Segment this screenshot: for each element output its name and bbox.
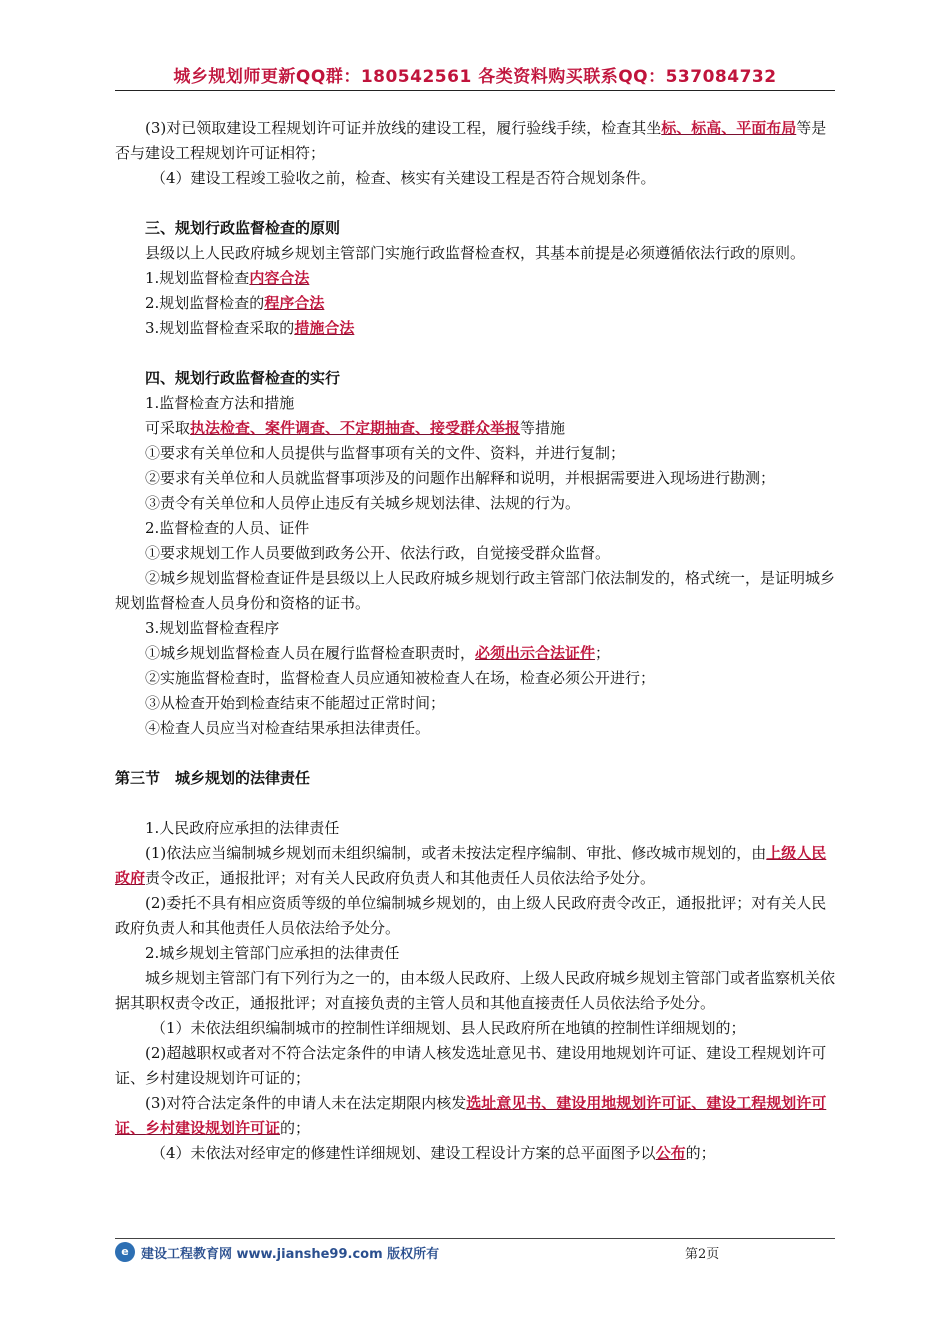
highlight: 措施合法 xyxy=(294,319,355,337)
list-item: ②要求有关单位和人员就监督事项涉及的问题作出解释和说明，并根据需要进入现场进行勘测； xyxy=(145,469,776,487)
list-item: 1.规划监督检查内容合法 xyxy=(145,269,310,287)
highlight: 上级人民政府 xyxy=(115,844,827,887)
list-item: ①要求有关单位和人员提供与监督事项有关的文件、资料，并进行复制； xyxy=(145,444,626,462)
list-item: ③从检查开始到检查结束不能超过正常时间； xyxy=(145,694,446,712)
page-number: 第2页 xyxy=(685,1247,720,1262)
section-title: 三、规划行政监督检查的原则 xyxy=(145,219,341,237)
header-text: 城乡规划师更新QQ群：180542561 各类资料购买联系QQ：537084732 xyxy=(173,67,777,87)
paragraph: 城乡规划主管部门有下列行为之一的，由本级人民政府、上级人民政府城乡规划主管部门或者监察机关依据其职权责令改正，通报批评；对直接负责的主管人员和其他直接责任人员依法给予处分。 xyxy=(115,969,836,1012)
highlight: 内容合法 xyxy=(249,269,310,287)
list-item: ③责令有关单位和人员停止违反有关城乡规划法律、法规的行为。 xyxy=(145,494,581,512)
list-item: （1）未依法组织编制城市的控制性详细规划、县人民政府所在地镇的控制性详细规划的； xyxy=(151,1019,746,1037)
list-item: （4）未依法对经审定的修建性详细规划、建设工程设计方案的总平面图予以公布的； xyxy=(151,1144,716,1162)
list-item: (2)超越职权或者对不符合法定条件的申请人核发选址意见书、建设用地规划许可证、建设工程规划许可证、乡村建设规划许可证的； xyxy=(115,1044,827,1087)
list-item: ①要求规划工作人员要做到政务公开、依法行政，自觉接受群众监督。 xyxy=(145,544,611,562)
paragraph: （4）建设工程竣工验收之前，检查、核实有关建设工程是否符合规划条件。 xyxy=(151,169,656,187)
list-item: (3)对符合法定条件的申请人未在法定期限内核发选址意见书、建设用地规划许可证、建设工程规划许可证、乡村建设规划许可证的； xyxy=(115,1094,827,1137)
highlight: 程序合法 xyxy=(264,294,325,312)
list-item: 1.人民政府应承担的法律责任 xyxy=(145,819,340,837)
page-header xyxy=(115,62,835,91)
paragraph: (3)对已领取建设工程规划许可证并放线的建设工程，履行验线手续，检查其坐标、标高、平面布局等是否与建设工程规划许可证相符； xyxy=(115,119,827,162)
highlight: 标、标高、平面布局 xyxy=(661,119,797,137)
list-item: ①城乡规划监督检查人员在履行监督检查职责时，必须出示合法证件； xyxy=(145,644,611,662)
list-item: ②实施监督检查时，监督检查人员应通知被检查人在场，检查必须公开进行； xyxy=(145,669,656,687)
section-title: 四、规划行政监督检查的实行 xyxy=(145,369,341,387)
chapter-title: 第三节 城乡规划的法律责任 xyxy=(115,769,311,787)
list-item: 2.监督检查的人员、证件 xyxy=(145,519,310,537)
jianshe-logo-icon: e xyxy=(115,1242,135,1262)
list-item: 3.规划监督检查采取的措施合法 xyxy=(145,319,355,337)
footer-site-text: 建设工程教育网 www.jianshe99.com 版权所有 xyxy=(141,1247,440,1262)
paragraph: 县级以上人民政府城乡规划主管部门实施行政监督检查权，其基本前提是必须遵循依法行政的原则。 xyxy=(145,244,806,262)
highlight: 公布 xyxy=(655,1144,686,1162)
list-item: ④检查人员应当对检查结果承担法律责任。 xyxy=(145,719,431,737)
list-item: ②城乡规划监督检查证件是县级以上人民政府城乡规划行政主管部门依法制发的，格式统一，是证明城乡规划监督检查人员身份和资格的证书。 xyxy=(115,569,836,612)
paragraph: (2)委托不具有相应资质等级的单位编制城乡规划的，由上级人民政府责令改正，通报批评；对有关人民政府负责人和其他责任人员依法给予处分。 xyxy=(115,894,827,937)
paragraph: 可采取执法检查、案件调查、不定期抽查、接受群众举报等措施 xyxy=(145,419,566,437)
list-item: 3.规划监督检查程序 xyxy=(145,619,280,637)
list-item: 2.规划监督检查的程序合法 xyxy=(145,294,325,312)
list-item: 2.城乡规划主管部门应承担的法律责任 xyxy=(145,944,400,962)
document-body xyxy=(115,116,837,1166)
paragraph: (1)依法应当编制城乡规划而未组织编制，或者未按法定程序编制、审批、修改城市规划的，由上级人民政府责令改正，通报批评；对有关人民政府负责人和其他责任人员依法给予处分。 xyxy=(115,844,827,887)
highlight: 必须出示合法证件 xyxy=(475,644,596,662)
highlight: 选址意见书、建设用地规划许可证、建设工程规划许可证、乡村建设规划许可证 xyxy=(115,1094,827,1137)
page-footer xyxy=(115,1238,835,1263)
highlight: 执法检查、案件调查、不定期抽查、接受群众举报 xyxy=(190,419,521,437)
list-item: 1.监督检查方法和措施 xyxy=(145,394,295,412)
